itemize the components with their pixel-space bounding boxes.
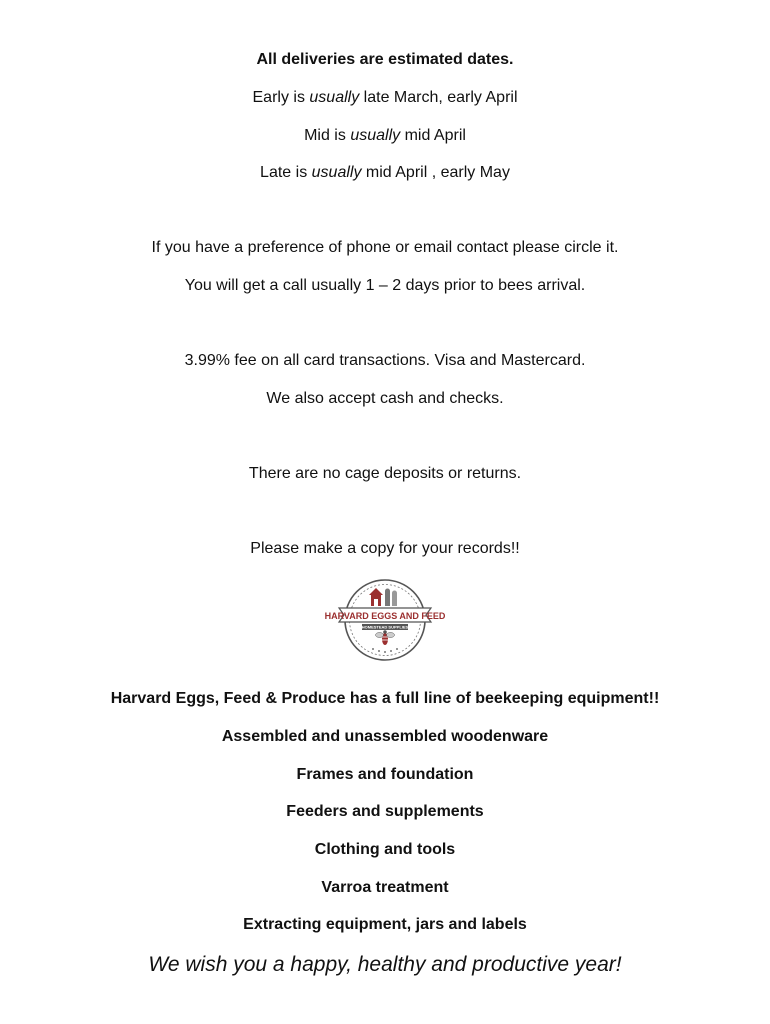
logo-name: HARVARD EGGS AND FEED <box>324 611 446 621</box>
delivery-late-prefix: Late is <box>260 164 312 181</box>
delivery-mid-prefix: Mid is <box>304 127 351 144</box>
delivery-late-emphasis: usually <box>311 164 362 181</box>
delivery-late-suffix: mid April , early May <box>361 164 510 181</box>
closing-message: We wish you a happy, healthy and productive year! <box>148 953 622 976</box>
delivery-early <box>0 88 770 108</box>
equipment-item: Feeders and supplements <box>286 803 484 820</box>
logo-graphic <box>324 577 446 663</box>
policy-deposits: There are no cage deposits or returns. <box>248 465 522 482</box>
delivery-late <box>0 163 770 183</box>
equipment-item: Frames and foundation <box>296 766 474 783</box>
equipment-heading: Harvard Eggs, Feed & Produce has a full line of beekeeping equipment!! <box>110 690 660 707</box>
equipment-item: Assembled and unassembled woodenware <box>221 728 549 745</box>
delivery-early-prefix: Early is <box>252 89 310 106</box>
delivery-mid-emphasis: usually <box>350 127 401 144</box>
payment-accepted: We also accept cash and checks. <box>266 390 504 407</box>
barn-bee-logo <box>324 577 446 663</box>
equipment-item: Varroa treatment <box>321 879 449 896</box>
equipment-item: Clothing and tools <box>314 841 456 858</box>
logo-tagline: HOMESTEAD SUPPLIES <box>361 624 409 630</box>
delivery-early-suffix: late March, early April <box>359 89 518 106</box>
contact-call-notice: You will get a call usually 1 – 2 days prior to bees arrival. <box>184 277 586 294</box>
delivery-heading: All deliveries are estimated dates. <box>256 51 514 68</box>
delivery-mid-suffix: mid April <box>400 127 466 144</box>
delivery-early-emphasis: usually <box>309 89 360 106</box>
policy-copy: Please make a copy for your records!! <box>250 540 520 557</box>
payment-fee: 3.99% fee on all card transactions. Visa and Mastercard. <box>184 352 586 369</box>
equipment-item: Extracting equipment, jars and labels <box>243 916 527 933</box>
contact-preference: If you have a preference of phone or email contact please circle it. <box>151 239 619 256</box>
delivery-mid <box>0 126 770 146</box>
